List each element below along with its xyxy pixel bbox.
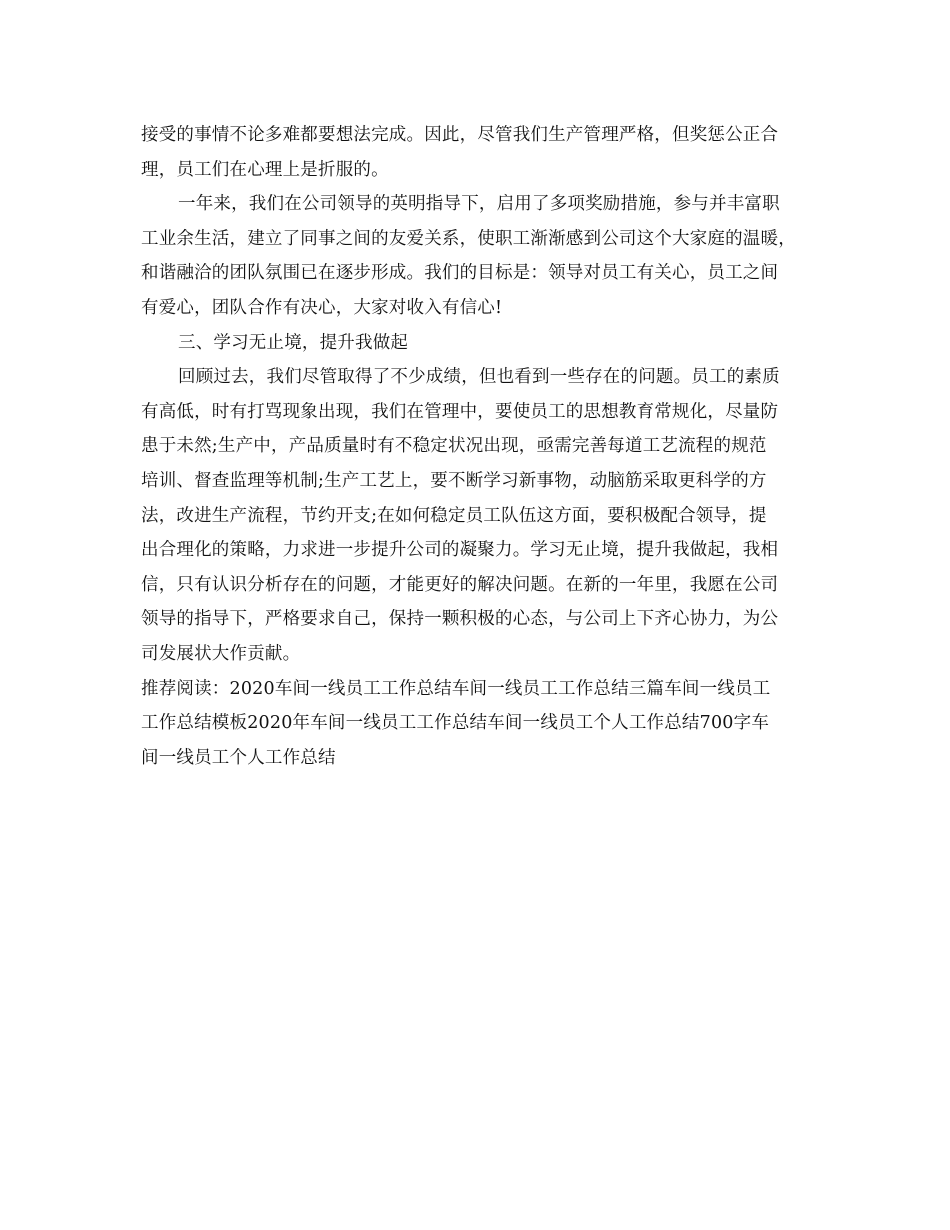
text-line: 出合理化的策略，力求进一步提升公司的凝聚力。学习无止境，提升我做起，我相 xyxy=(141,540,779,561)
recommended-reading-line: 推荐阅读：2020车间一线员工工作总结车间一线员工工作总结三篇车间一线员工 xyxy=(141,678,771,699)
paragraph-continued xyxy=(141,118,821,187)
text-line: 一年来，我们在公司领导的英明指导下，启用了多项奖励措施，参与并丰富职 xyxy=(178,194,780,215)
paragraph-team xyxy=(141,187,821,325)
recommended-reading-line: 工作总结模板2020年车间一线员工工作总结车间一线员工个人工作总结700字车 xyxy=(141,713,770,734)
text-line: 培训、督查监理等机制;生产工艺上，要不断学习新事物，动脑筋采取更科学的方 xyxy=(141,470,767,491)
text-line: 信，只有认识分析存在的问题，才能更好的解决问题。在新的一年里，我愿在公司 xyxy=(141,574,779,595)
text-line: 有高低，时有打骂现象出现，我们在管理中，要使员工的思想教育常规化，尽量防 xyxy=(141,401,779,422)
text-line: 司发展状大作贡献。 xyxy=(141,643,301,664)
section-heading: 三、学习无止境，提升我做起 xyxy=(178,332,409,353)
text-line: 接受的事情不论多难都要想法完成。因此，尽管我们生产管理严格，但奖惩公正合 xyxy=(141,125,779,145)
text-line: 理，员工们在心理上是折服的。 xyxy=(141,159,389,180)
text-line: 和谐融洽的团队氛围已在逐步形成。我们的目标是：领导对员工有关心，员工之间 xyxy=(141,263,779,284)
text-line: 法，改进生产流程，节约开支;在如何稳定员工队伍这方面，要积极配合领导，提 xyxy=(141,505,767,526)
text-line: 患于未然;生产中，产品质量时有不稳定状况出现，亟需完善每道工艺流程的规范 xyxy=(141,436,767,457)
text-line: 领导的指导下，严格要求自己，保持一颗积极的心态，与公司上下齐心协力，为公 xyxy=(141,609,779,630)
text-line: 有爱心，团队合作有决心，大家对收入有信心! xyxy=(141,297,503,318)
paragraph-review xyxy=(141,360,821,671)
document-body xyxy=(141,118,821,775)
text-line: 工业余生活，建立了同事之间的友爱关系，使职工渐渐感到公司这个大家庭的温暖， xyxy=(141,228,796,249)
recommended-reading xyxy=(141,672,821,776)
recommended-reading-line: 间一线员工个人工作总结 xyxy=(141,747,336,768)
text-line: 回顾过去，我们尽管取得了不少成绩，但也看到一些存在的问题。员工的素质 xyxy=(178,367,780,388)
